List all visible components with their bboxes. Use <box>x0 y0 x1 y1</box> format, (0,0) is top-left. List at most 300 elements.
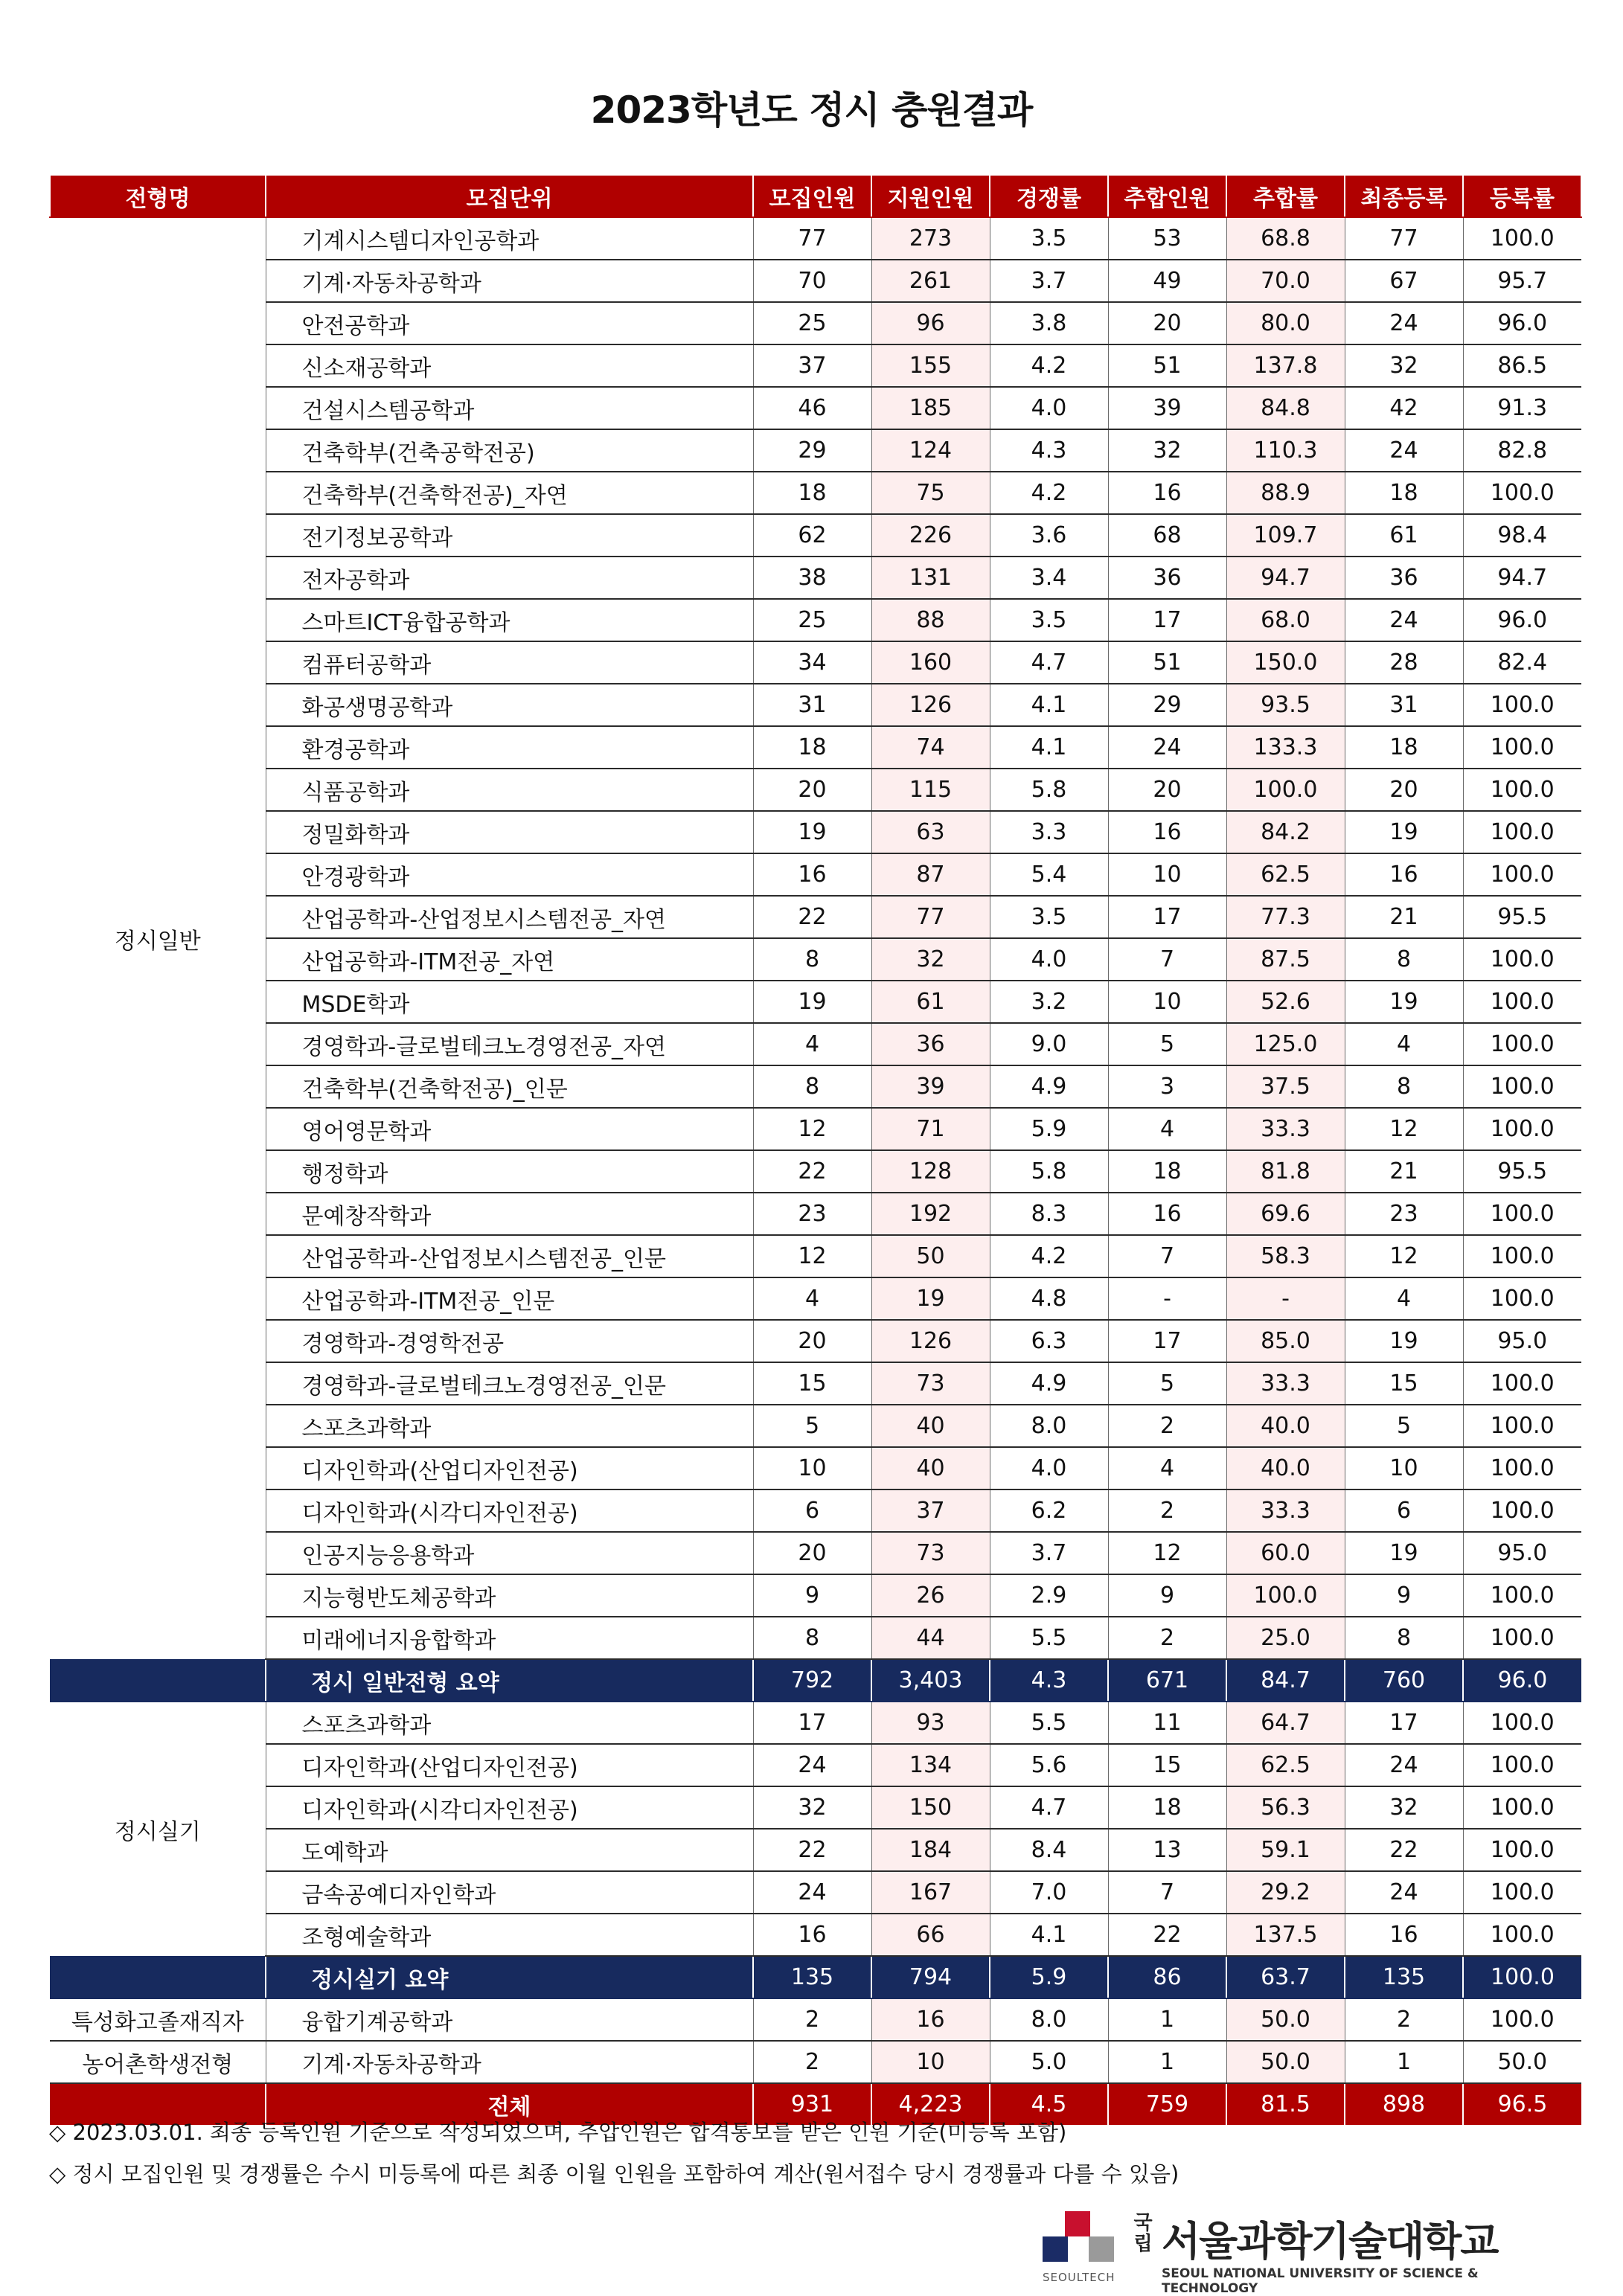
value-cell: 82.4 <box>1463 641 1581 684</box>
unit-name-cell: 도예학과 <box>266 1829 753 1871</box>
unit-name-cell: 인공지능응용학과 <box>266 1532 753 1574</box>
table-row <box>50 1320 1581 1362</box>
summary-value-cell: 760 <box>1345 1659 1463 1702</box>
value-cell: 16 <box>1108 472 1226 514</box>
value-cell: 62.5 <box>1226 1744 1345 1786</box>
value-cell: 100.0 <box>1463 1489 1581 1532</box>
logo-english-name: SEOUL NATIONAL UNIVERSITY OF SCIENCE & TECHNOLOGY <box>1162 2266 1479 2296</box>
unit-name-cell: 디자인학과(시각디자인전공) <box>266 1489 753 1532</box>
value-cell: 100.0 <box>1463 1998 1581 2041</box>
value-cell: 32 <box>753 1786 871 1829</box>
value-cell: 39 <box>1108 387 1226 429</box>
unit-name-cell: 컴퓨터공학과 <box>266 641 753 684</box>
value-cell: 4 <box>1108 1447 1226 1489</box>
value-cell: 24 <box>1108 726 1226 769</box>
value-cell: 155 <box>871 344 990 387</box>
table-row <box>50 1023 1581 1065</box>
value-cell: 24 <box>1345 302 1463 344</box>
value-cell: 18 <box>1108 1786 1226 1829</box>
table-row <box>50 514 1581 557</box>
value-cell: 29 <box>1108 684 1226 726</box>
value-cell: 52.6 <box>1226 981 1345 1023</box>
value-cell: 192 <box>871 1193 990 1235</box>
summary-label-cell: 정시실기 요약 <box>266 1956 753 1998</box>
value-cell: 2 <box>753 1998 871 2041</box>
value-cell: 6.3 <box>990 1320 1108 1362</box>
summary-value-cell: 792 <box>753 1659 871 1702</box>
value-cell: 6 <box>753 1489 871 1532</box>
unit-name-cell: 디자인학과(산업디자인전공) <box>266 1447 753 1489</box>
footnotes <box>49 2111 1179 2195</box>
unit-name-cell: 신소재공학과 <box>266 344 753 387</box>
value-cell: 94.7 <box>1463 557 1581 599</box>
value-cell: 38 <box>753 557 871 599</box>
logo-korean-name: 서울과학기술대학교 <box>1162 2218 1498 2265</box>
value-cell: 19 <box>1345 981 1463 1023</box>
value-cell: 84.2 <box>1226 811 1345 853</box>
value-cell: 9.0 <box>990 1023 1108 1065</box>
table-row <box>50 429 1581 472</box>
value-cell: 95.5 <box>1463 1150 1581 1193</box>
table-row <box>50 1235 1581 1277</box>
value-cell: 88.9 <box>1226 472 1345 514</box>
value-cell: 74 <box>871 726 990 769</box>
table-row <box>50 387 1581 429</box>
unit-name-cell: 기계시스템디자인공학과 <box>266 217 753 260</box>
value-cell: 137.5 <box>1226 1914 1345 1956</box>
unit-name-cell: 미래에너지융합학과 <box>266 1617 753 1659</box>
value-cell: 94.7 <box>1226 557 1345 599</box>
value-cell: 29.2 <box>1226 1871 1345 1914</box>
summary-value-cell: 898 <box>1345 2083 1463 2125</box>
value-cell: 9 <box>1108 1574 1226 1617</box>
value-cell: 28 <box>1345 641 1463 684</box>
value-cell: 4.7 <box>990 1786 1108 1829</box>
value-cell: 8.4 <box>990 1829 1108 1871</box>
value-cell: 128 <box>871 1150 990 1193</box>
table-row <box>50 557 1581 599</box>
value-cell: 50 <box>871 1235 990 1277</box>
value-cell: 87 <box>871 853 990 896</box>
value-cell: 100.0 <box>1463 1574 1581 1617</box>
value-cell: 5.9 <box>990 1108 1108 1150</box>
group-name-cell: 특성화고졸재직자 <box>50 1998 266 2041</box>
value-cell: 226 <box>871 514 990 557</box>
value-cell: 133.3 <box>1226 726 1345 769</box>
value-cell: 3.3 <box>990 811 1108 853</box>
summary-value-cell: 4.5 <box>990 2083 1108 2125</box>
logo-national-mark: 국립 <box>1133 2212 1153 2255</box>
unit-name-cell: 문예창작학과 <box>266 1193 753 1235</box>
value-cell: 3 <box>1108 1065 1226 1108</box>
value-cell: 261 <box>871 260 990 302</box>
value-cell: 1 <box>1108 1998 1226 2041</box>
value-cell: 24 <box>1345 1871 1463 1914</box>
value-cell: 137.8 <box>1226 344 1345 387</box>
value-cell: 15 <box>1108 1744 1226 1786</box>
value-cell: 100.0 <box>1463 1362 1581 1405</box>
summary-label-cell: 정시 일반전형 요약 <box>266 1659 753 1702</box>
value-cell: 4.2 <box>990 344 1108 387</box>
unit-name-cell: 정밀화학과 <box>266 811 753 853</box>
header-cell: 추합인원 <box>1108 175 1226 217</box>
value-cell: 5.4 <box>990 853 1108 896</box>
value-cell: 100.0 <box>1463 1235 1581 1277</box>
value-cell: 95.0 <box>1463 1532 1581 1574</box>
value-cell: 18 <box>1345 472 1463 514</box>
value-cell: 81.8 <box>1226 1150 1345 1193</box>
table-row <box>50 1193 1581 1235</box>
value-cell: 88 <box>871 599 990 641</box>
value-cell: - <box>1226 1277 1345 1320</box>
value-cell: 100.0 <box>1463 472 1581 514</box>
value-cell: 15 <box>1345 1362 1463 1405</box>
table-row <box>50 981 1581 1023</box>
value-cell: 100.0 <box>1463 981 1581 1023</box>
value-cell: 100.0 <box>1463 1829 1581 1871</box>
table-row <box>50 2041 1581 2083</box>
value-cell: 36 <box>1108 557 1226 599</box>
summary-value-cell: 3,403 <box>871 1659 990 1702</box>
table-row <box>50 938 1581 981</box>
unit-name-cell: 금속공예디자인학과 <box>266 1871 753 1914</box>
value-cell: 73 <box>871 1362 990 1405</box>
value-cell: 73 <box>871 1532 990 1574</box>
table-row <box>50 1405 1581 1447</box>
value-cell: 44 <box>871 1617 990 1659</box>
value-cell: 71 <box>871 1108 990 1150</box>
table-row <box>50 1108 1581 1150</box>
value-cell: 3.6 <box>990 514 1108 557</box>
table-row <box>50 302 1581 344</box>
value-cell: 4.7 <box>990 641 1108 684</box>
table-row <box>50 1574 1581 1617</box>
value-cell: 10 <box>1345 1447 1463 1489</box>
value-cell: 31 <box>753 684 871 726</box>
value-cell: 5 <box>753 1405 871 1447</box>
value-cell: 82.8 <box>1463 429 1581 472</box>
value-cell: 51 <box>1108 344 1226 387</box>
unit-name-cell: 산업공학과-산업정보시스템전공_자연 <box>266 896 753 938</box>
value-cell: 56.3 <box>1226 1786 1345 1829</box>
value-cell: 16 <box>1108 811 1226 853</box>
value-cell: 17 <box>1345 1702 1463 1744</box>
unit-name-cell: 스포츠과학과 <box>266 1702 753 1744</box>
value-cell: 5 <box>1345 1405 1463 1447</box>
value-cell: 24 <box>1345 599 1463 641</box>
summary-label-cell: 전체 <box>266 2083 753 2125</box>
table-row <box>50 726 1581 769</box>
value-cell: 24 <box>1345 429 1463 472</box>
value-cell: 19 <box>753 981 871 1023</box>
table-row <box>50 1447 1581 1489</box>
value-cell: 18 <box>753 726 871 769</box>
value-cell: 16 <box>871 1998 990 2041</box>
value-cell: 60.0 <box>1226 1532 1345 1574</box>
unit-name-cell: 융합기계공학과 <box>266 1998 753 2041</box>
value-cell: 77 <box>1345 217 1463 260</box>
value-cell: 100.0 <box>1463 1447 1581 1489</box>
table-row <box>50 1744 1581 1786</box>
value-cell: 64.7 <box>1226 1702 1345 1744</box>
table-row <box>50 1914 1581 1956</box>
value-cell: 50.0 <box>1463 2041 1581 2083</box>
value-cell: 77 <box>753 217 871 260</box>
value-cell: 19 <box>871 1277 990 1320</box>
value-cell: 100.0 <box>1463 1702 1581 1744</box>
value-cell: 16 <box>1345 1914 1463 1956</box>
value-cell: 93 <box>871 1702 990 1744</box>
value-cell: 10 <box>1108 981 1226 1023</box>
value-cell: 22 <box>753 896 871 938</box>
value-cell: 124 <box>871 429 990 472</box>
value-cell: 17 <box>1108 896 1226 938</box>
footnote: ◇ 정시 모집인원 및 경쟁률은 수시 미등록에 따른 최종 이월 인원을 포함하여 계산(원서접수 당시 경쟁률과 다를 수 있음) <box>49 2161 1179 2187</box>
value-cell: 4.1 <box>990 684 1108 726</box>
value-cell: 63 <box>871 811 990 853</box>
value-cell: 40 <box>871 1447 990 1489</box>
value-cell: 24 <box>753 1871 871 1914</box>
value-cell: 3.4 <box>990 557 1108 599</box>
value-cell: 115 <box>871 769 990 811</box>
university-logo <box>1043 2202 1563 2296</box>
value-cell: 100.0 <box>1463 684 1581 726</box>
value-cell: 2 <box>1108 1617 1226 1659</box>
unit-name-cell: 디자인학과(시각디자인전공) <box>266 1786 753 1829</box>
value-cell: 21 <box>1345 1150 1463 1193</box>
value-cell: 4 <box>753 1277 871 1320</box>
value-cell: 12 <box>753 1108 871 1150</box>
value-cell: 100.0 <box>1463 1617 1581 1659</box>
value-cell: 131 <box>871 557 990 599</box>
table-row <box>50 641 1581 684</box>
table-row <box>50 1489 1581 1532</box>
value-cell: 4 <box>753 1023 871 1065</box>
summary-value-cell: 96.0 <box>1463 1659 1581 1702</box>
value-cell: 4.0 <box>990 387 1108 429</box>
value-cell: 36 <box>871 1023 990 1065</box>
table-row <box>50 1150 1581 1193</box>
unit-name-cell: 안전공학과 <box>266 302 753 344</box>
table-row <box>50 1702 1581 1744</box>
value-cell: 24 <box>753 1744 871 1786</box>
value-cell: 3.5 <box>990 896 1108 938</box>
value-cell: 100.0 <box>1463 1108 1581 1150</box>
value-cell: 37.5 <box>1226 1065 1345 1108</box>
value-cell: 8 <box>1345 1065 1463 1108</box>
unit-name-cell: 산업공학과-ITM전공_인문 <box>266 1277 753 1320</box>
value-cell: 68.8 <box>1226 217 1345 260</box>
value-cell: 3.5 <box>990 599 1108 641</box>
unit-name-cell: 산업공학과-산업정보시스템전공_인문 <box>266 1235 753 1277</box>
header-cell: 모집인원 <box>753 175 871 217</box>
table-row <box>50 896 1581 938</box>
value-cell: 96.0 <box>1463 302 1581 344</box>
value-cell: 3.7 <box>990 260 1108 302</box>
table-row <box>50 1871 1581 1914</box>
value-cell: 23 <box>1345 1193 1463 1235</box>
unit-name-cell: 기계·자동차공학과 <box>266 260 753 302</box>
value-cell: 39 <box>871 1065 990 1108</box>
value-cell: 51 <box>1108 641 1226 684</box>
value-cell: 20 <box>753 1532 871 1574</box>
value-cell: 8 <box>753 1617 871 1659</box>
value-cell: 4.3 <box>990 429 1108 472</box>
table-row <box>50 344 1581 387</box>
value-cell: 8 <box>753 938 871 981</box>
value-cell: 49 <box>1108 260 1226 302</box>
table-row <box>50 1532 1581 1574</box>
value-cell: 3.5 <box>990 217 1108 260</box>
table-row <box>50 1065 1581 1108</box>
value-cell: 25 <box>753 302 871 344</box>
value-cell: 62 <box>753 514 871 557</box>
table-row <box>50 260 1581 302</box>
value-cell: 100.0 <box>1463 811 1581 853</box>
value-cell: 100.0 <box>1463 1193 1581 1235</box>
value-cell: 5.0 <box>990 2041 1108 2083</box>
value-cell: 9 <box>1345 1574 1463 1617</box>
summary-value-cell: 671 <box>1108 1659 1226 1702</box>
value-cell: 100.0 <box>1463 1405 1581 1447</box>
value-cell: 67 <box>1345 260 1463 302</box>
summary-value-cell: 63.7 <box>1226 1956 1345 1998</box>
value-cell: 12 <box>1345 1235 1463 1277</box>
value-cell: 6 <box>1345 1489 1463 1532</box>
summary-value-cell: 86 <box>1108 1956 1226 1998</box>
summary-value-cell: 4.3 <box>990 1659 1108 1702</box>
value-cell: 20 <box>1108 769 1226 811</box>
value-cell: 86.5 <box>1463 344 1581 387</box>
summary-value-cell: 84.7 <box>1226 1659 1345 1702</box>
value-cell: 16 <box>753 1914 871 1956</box>
value-cell: 96.0 <box>1463 599 1581 641</box>
value-cell: 4.1 <box>990 1914 1108 1956</box>
value-cell: 25.0 <box>1226 1617 1345 1659</box>
value-cell: 5.5 <box>990 1617 1108 1659</box>
value-cell: 12 <box>1345 1108 1463 1150</box>
table-body <box>50 217 1581 2125</box>
value-cell: 84.8 <box>1226 387 1345 429</box>
group-name-cell: 정시일반 <box>114 928 201 955</box>
practical-summary-row <box>50 1956 1581 1998</box>
value-cell: 4.1 <box>990 726 1108 769</box>
value-cell: 91.3 <box>1463 387 1581 429</box>
unit-name-cell: 조형예술학과 <box>266 1914 753 1956</box>
value-cell: 1 <box>1108 2041 1226 2083</box>
value-cell: 19 <box>753 811 871 853</box>
value-cell: 184 <box>871 1829 990 1871</box>
value-cell: 68 <box>1108 514 1226 557</box>
value-cell: 98.4 <box>1463 514 1581 557</box>
value-cell: 4 <box>1345 1277 1463 1320</box>
value-cell: 50.0 <box>1226 1998 1345 2041</box>
value-cell: 8.0 <box>990 1998 1108 2041</box>
value-cell: 5.8 <box>990 769 1108 811</box>
unit-name-cell: 건설시스템공학과 <box>266 387 753 429</box>
value-cell: 100.0 <box>1463 1786 1581 1829</box>
value-cell: 16 <box>1345 853 1463 896</box>
value-cell: 22 <box>1108 1914 1226 1956</box>
value-cell: 11 <box>1108 1702 1226 1744</box>
value-cell: 10 <box>871 2041 990 2083</box>
value-cell: 95.7 <box>1463 260 1581 302</box>
value-cell: 7 <box>1108 938 1226 981</box>
value-cell: 4.0 <box>990 938 1108 981</box>
unit-name-cell: 기계·자동차공학과 <box>266 2041 753 2083</box>
value-cell: 32 <box>1345 344 1463 387</box>
value-cell: 26 <box>871 1574 990 1617</box>
university-emblem-icon <box>1043 2211 1124 2271</box>
summary-value-cell: 4,223 <box>871 2083 990 2125</box>
group-name-cell: 농어촌학생전형 <box>50 2041 266 2083</box>
summary-value-cell: 794 <box>871 1956 990 1998</box>
unit-name-cell: 영어영문학과 <box>266 1108 753 1150</box>
value-cell: 22 <box>753 1829 871 1871</box>
value-cell: 33.3 <box>1226 1362 1345 1405</box>
unit-name-cell: 경영학과-글로벌테크노경영전공_자연 <box>266 1023 753 1065</box>
summary-blank-cell <box>50 1659 266 1702</box>
value-cell: 100.0 <box>1463 1914 1581 1956</box>
table-row <box>50 769 1581 811</box>
group-name-cell: 정시실기 <box>114 1818 201 1845</box>
summary-value-cell: 5.9 <box>990 1956 1108 1998</box>
unit-name-cell: 안경광학과 <box>266 853 753 896</box>
value-cell: 125.0 <box>1226 1023 1345 1065</box>
value-cell: 9 <box>753 1574 871 1617</box>
value-cell: 18 <box>1345 726 1463 769</box>
value-cell: 4.0 <box>990 1447 1108 1489</box>
value-cell: 85.0 <box>1226 1320 1345 1362</box>
unit-name-cell: 전자공학과 <box>266 557 753 599</box>
value-cell: 4 <box>1108 1108 1226 1150</box>
logo-short-name: SEOULTECH <box>1043 2271 1115 2284</box>
value-cell: 10 <box>753 1447 871 1489</box>
unit-name-cell: 건축학부(건축학전공)_자연 <box>266 472 753 514</box>
value-cell: 1 <box>1345 2041 1463 2083</box>
value-cell: 126 <box>871 1320 990 1362</box>
table-row <box>50 472 1581 514</box>
value-cell: 20 <box>753 1320 871 1362</box>
value-cell: 61 <box>1345 514 1463 557</box>
value-cell: 37 <box>871 1489 990 1532</box>
table-row <box>50 217 1581 260</box>
value-cell: 100.0 <box>1463 1871 1581 1914</box>
value-cell: 25 <box>753 599 871 641</box>
table-row <box>50 1998 1581 2041</box>
value-cell: 13 <box>1108 1829 1226 1871</box>
value-cell: 8.3 <box>990 1193 1108 1235</box>
value-cell: 36 <box>1345 557 1463 599</box>
value-cell: 70.0 <box>1226 260 1345 302</box>
table-row <box>50 1617 1581 1659</box>
unit-name-cell: 행정학과 <box>266 1150 753 1193</box>
value-cell: 8 <box>753 1065 871 1108</box>
value-cell: 100.0 <box>1463 217 1581 260</box>
value-cell: 17 <box>753 1702 871 1744</box>
value-cell: 100.0 <box>1463 853 1581 896</box>
value-cell: 46 <box>753 387 871 429</box>
value-cell: 160 <box>871 641 990 684</box>
value-cell: 18 <box>1108 1150 1226 1193</box>
unit-name-cell: 스마트ICT융합공학과 <box>266 599 753 641</box>
unit-name-cell: MSDE학과 <box>266 981 753 1023</box>
value-cell: 150 <box>871 1786 990 1829</box>
value-cell: 33.3 <box>1226 1108 1345 1150</box>
summary-value-cell: 81.5 <box>1226 2083 1345 2125</box>
value-cell: 2 <box>1108 1489 1226 1532</box>
header-cell: 지원인원 <box>871 175 990 217</box>
